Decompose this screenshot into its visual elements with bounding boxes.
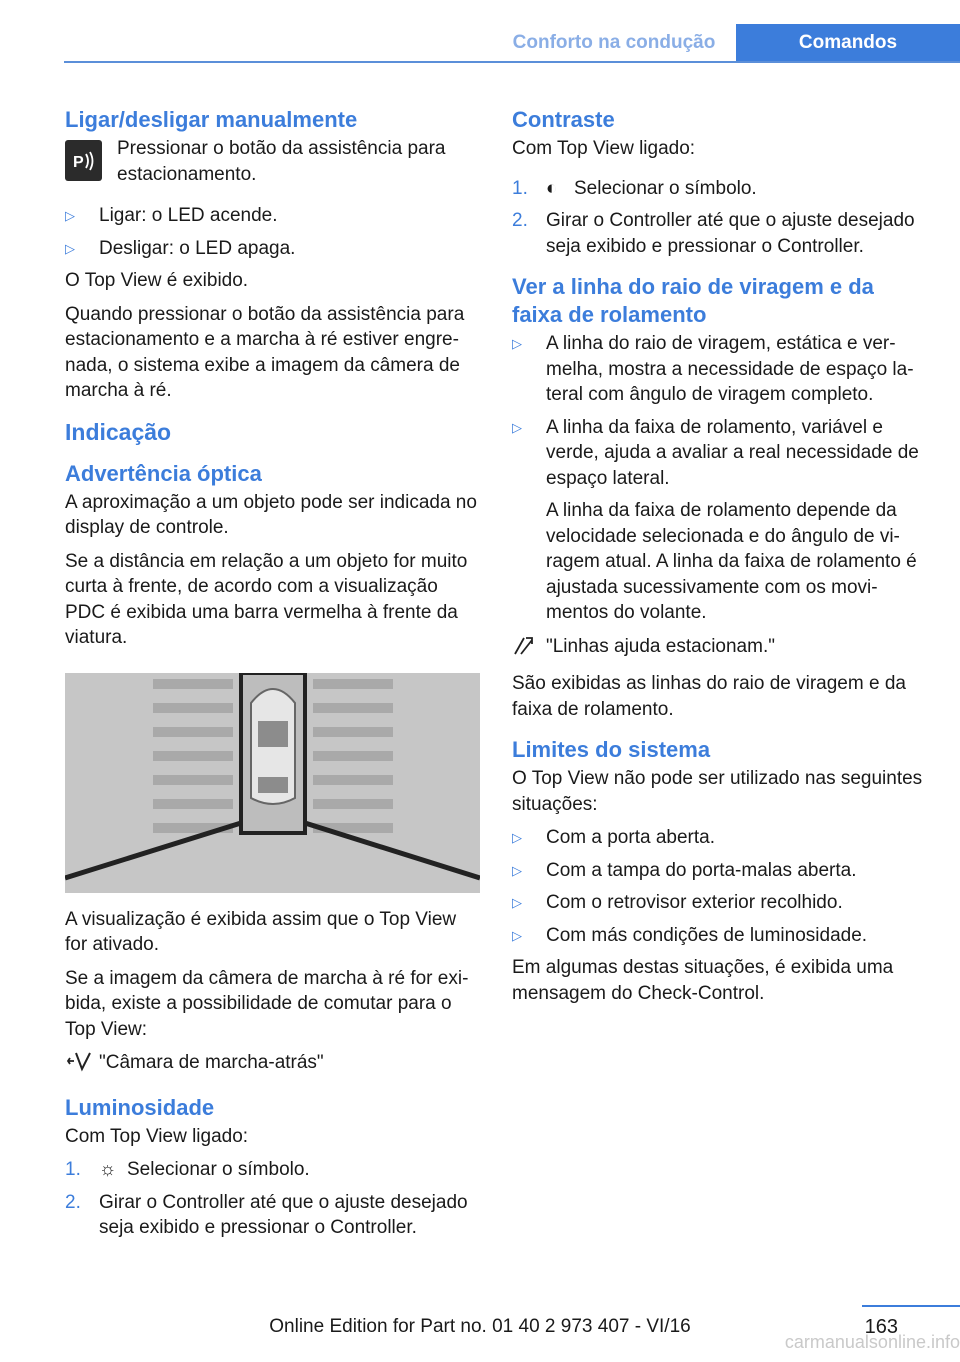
topview-illustration <box>65 673 480 893</box>
triangle-bullet-icon: ▷ <box>512 830 522 845</box>
heading-advertencia-optica: Advertência óptica <box>65 460 262 486</box>
header-divider <box>64 61 960 63</box>
header-section-label: Conforto na condução <box>512 32 716 53</box>
heading-indicacao: Indicação <box>65 418 172 445</box>
press-button-paragraph <box>65 136 480 187</box>
list-item: ▷ Ligar: o LED acende. <box>65 203 480 229</box>
list-item: ▷ Com a porta aberta. <box>512 825 927 851</box>
reverse-gear-text: Quando pressionar o botão da assistência para estacionamento e a marcha à ré estiver engrenada, o sistema exibe a imagem da câmera de marcha à ré. <box>65 303 465 401</box>
right-column <box>512 100 927 1014</box>
svg-text:P: P <box>72 153 84 171</box>
list-item: 2. Girar o Controller até que o ajuste desejado seja exibido e pressionar o Controller. <box>512 210 915 257</box>
triangle-bullet-icon: ▷ <box>65 208 75 223</box>
heading-luminosidade: Luminosidade <box>65 1094 215 1120</box>
triangle-bullet-icon: ▷ <box>512 336 522 351</box>
sun-icon: ☼ <box>99 1159 117 1180</box>
contrast-icon: ◐ <box>546 177 558 199</box>
heading-ligar-desligar: Ligar/desligar manualmente <box>65 107 358 132</box>
triangle-bullet-icon: ▷ <box>512 419 522 435</box>
triangle-bullet-icon: ▷ <box>65 240 75 256</box>
menu-item-camara[interactable]: "Câmara de marcha-atrás" <box>65 1050 480 1080</box>
lines-displayed-text: São exibidas as linhas do raio de viragem e da faixa de rolamento. <box>512 673 906 720</box>
list-item: 1. ☼ Selecionar o símbolo. <box>65 1157 480 1183</box>
visualization-text: A visualização é exibida assim que o Top View for ativado. <box>65 908 457 955</box>
list-item: ▷ A linha da faixa de rolamento, variável e verde, ajuda a avaliar a real necessidade de espaço lateral. <box>512 415 927 492</box>
list-item: 2. Girar o Controller até que o ajuste desejado seja exibido e pressionar o Controller. <box>65 1191 468 1238</box>
steering-lines-icon <box>512 634 546 664</box>
list-item: ▷ A linha do raio de viragem, estática e vermelha, mostra a necessidade de espaço lateral com ângulo de viragem completo. <box>512 331 927 408</box>
luminosidade-intro: Com Top View ligado: <box>65 1125 249 1147</box>
distance-text: Se a distância em relação a um objeto for muito curta à frente, de acordo com a visualização PDC é exibida uma barra vermelha à frente da viatura. <box>65 550 468 648</box>
contraste-intro: Com Top View ligado: <box>512 138 696 159</box>
triangle-bullet-icon: ▷ <box>512 927 522 943</box>
triangle-bullet-icon: ▷ <box>512 862 522 878</box>
edition-text: Online Edition for Part no. 01 40 2 973 407 - VI/16 <box>269 1316 691 1337</box>
faixa-details-text: A linha da faixa de rolamento depende da velocidade selecionada e do ângulo de viragem atual. A linha da faixa de rolamento é ajustada sucessivamente com os movimentos do volante. <box>546 500 917 623</box>
approach-text: A aproximação a um objeto pode ser indicada no display de controle. <box>65 491 477 538</box>
watermark: carmanualsonline.info <box>784 1332 960 1352</box>
list-item: ▷ Com más condições de luminosidade. <box>512 923 927 949</box>
footer-divider <box>862 1305 960 1307</box>
heading-limites: Limites do sistema <box>512 737 711 762</box>
triangle-bullet-icon: ▷ <box>512 895 522 910</box>
header-tab-comandos[interactable]: Comandos <box>736 24 960 62</box>
list-item: ▷ Com o retrovisor exterior recolhido. <box>512 890 927 916</box>
check-control-text: Em algumas destas situações, é exibida uma mensagem do Check-Control. <box>512 957 894 1004</box>
parking-assist-button-icon <box>65 140 102 181</box>
list-item: 1. ◐ Selecionar o símbolo. <box>512 176 927 202</box>
list-item: ▷ Desligar: o LED apaga. <box>65 236 480 262</box>
limites-intro: O Top View não pode ser utilizado nas seguintes situações: <box>512 768 923 815</box>
topview-displayed-text: O Top View é exibido. <box>65 270 249 291</box>
menu-item-linhas[interactable]: "Linhas ajuda estacionam." <box>512 634 927 664</box>
heading-contraste: Contraste <box>512 107 615 132</box>
list-item: ▷ Com a tampa do porta-malas aberta. <box>512 858 927 884</box>
rear-camera-icon <box>65 1050 99 1080</box>
page-number: 163 <box>864 1316 898 1338</box>
left-column <box>65 100 480 1248</box>
camera-switch-text: Se a imagem da câmera de marcha à ré for exibida, existe a possibilidade de comutar para o Top View: <box>65 967 469 1040</box>
press-button-text: Pressionar o botão da assistência para estacionamento. <box>117 138 446 185</box>
heading-ver-linha: Ver a linha do raio de viragem e da faixa de rolamento <box>512 274 874 327</box>
